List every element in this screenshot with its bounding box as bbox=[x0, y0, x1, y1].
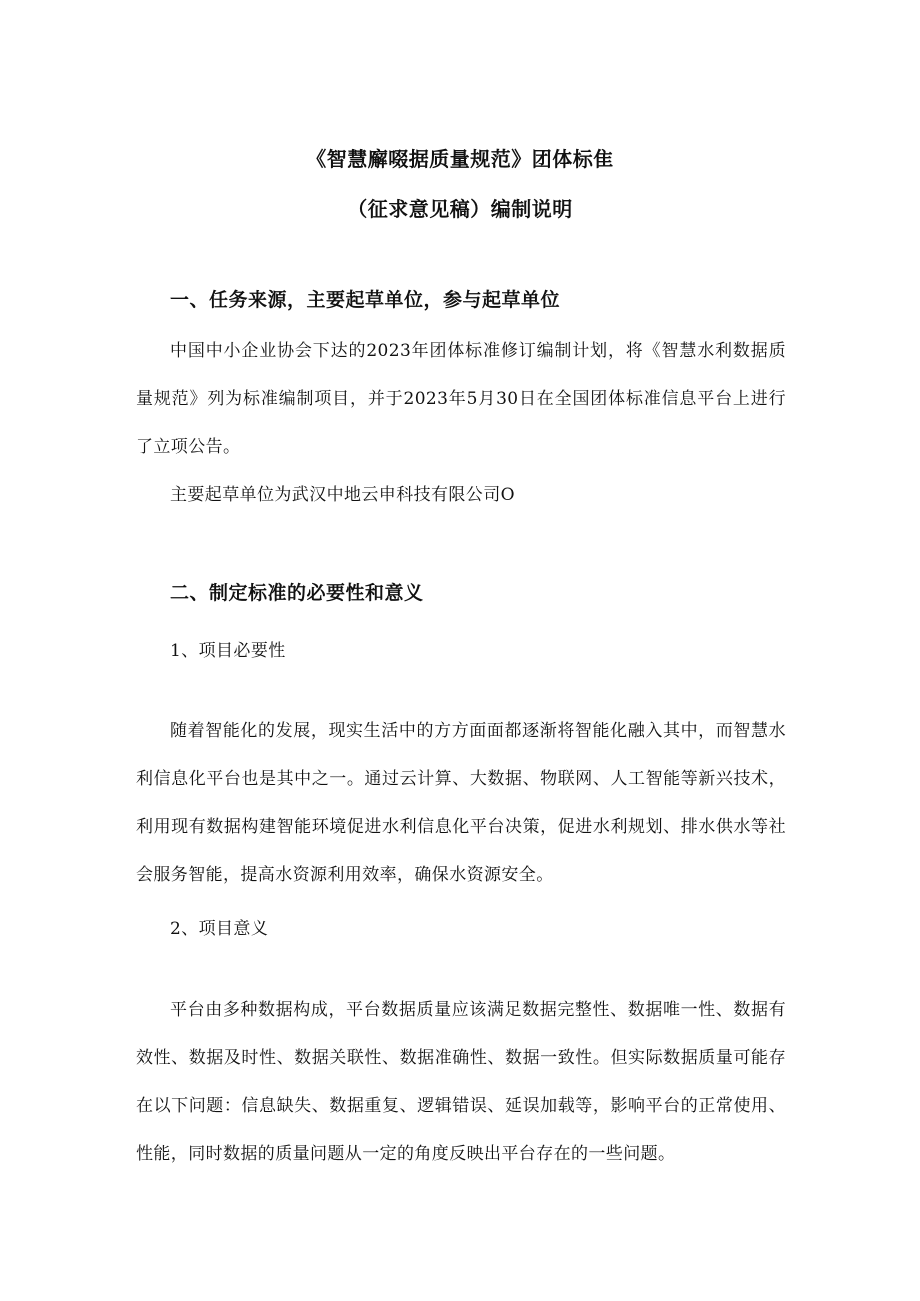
section2-sub2-body: 平台由多种数据构成，平台数据质量应该满足数据完整性、数据唯一性、数据有效性、数据及时性、数据关联性、数据准确性、数据一致性。但实际数据质量可能存在以下问题：信息缺失、数据重复、逻辑错误、延误加载等，影响平台的正常使用、性能，同时数据的质量问题从一定的角度反映出平台存在的一些问题。 bbox=[136, 1000, 786, 1164]
section2-sub1-title: 1、项目必要性 bbox=[170, 641, 286, 661]
section1-paragraph2: 主要起草单位为武汉中地云申科技有限公司O bbox=[170, 485, 515, 505]
document-title-line1: 《智慧廨啜据质量规范》团体标隹 bbox=[306, 147, 614, 171]
section1-heading: 一、任务来源，主要起草单位，参与起草单位 bbox=[170, 289, 561, 311]
section1-paragraph1: 中国中小企业协会下达的2023年团体标准修订编制计划，将《智慧水利数据质量规范》列为标准编制项目，并于2023年5月30日在全国团体标准信息平台上进行了立项公告。 bbox=[136, 341, 786, 457]
document-title-line2: （征求意见稿）编制说明 bbox=[347, 197, 573, 221]
section2-heading: 二、制定标准的必要性和意义 bbox=[170, 582, 424, 604]
section2-sub2-title: 2、项目意义 bbox=[170, 919, 269, 939]
section2-sub1-body: 随着智能化的发展，现实生活中的方方面面都逐渐将智能化融入其中，而智慧水利信息化平台也是其中之一。通过云计算、大数据、物联网、人工智能等新兴技术，利用现有数据构建智能环境促进水利信息化平台决策，促进水利规划、排水供水等社会服务智能，提高水资源利用效率，确保水资源安全。 bbox=[136, 721, 786, 885]
